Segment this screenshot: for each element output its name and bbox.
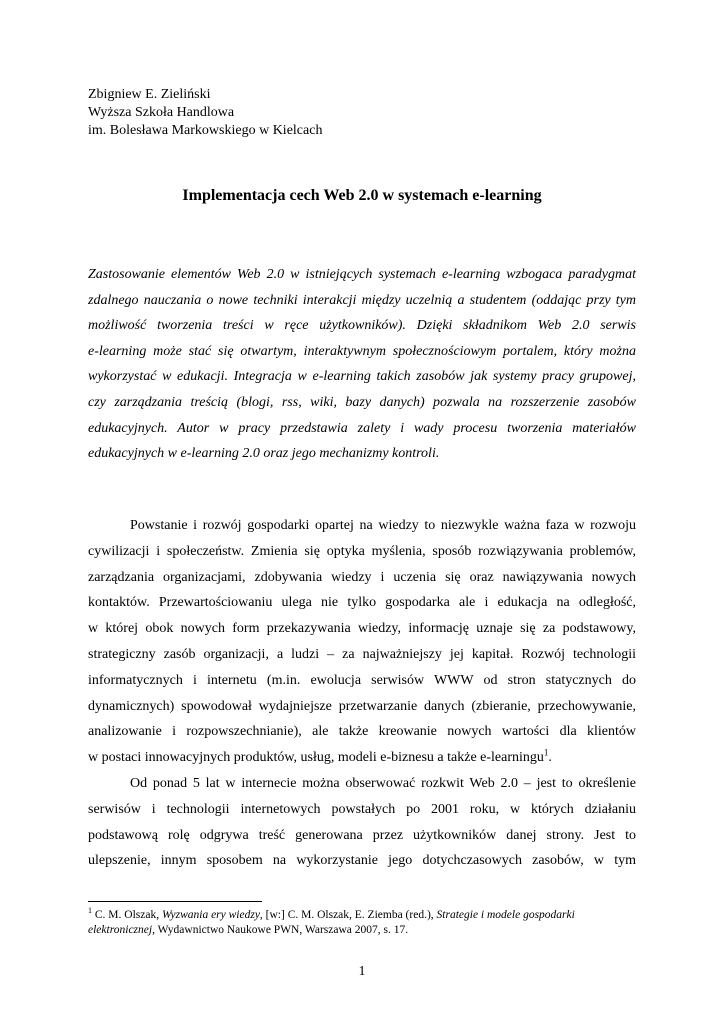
body-line: Powstanie i rozwój gospodarki opartej na wiedzy to niezwykle ważna faza w rozwoju	[130, 518, 636, 533]
author-affiliation-detail: im. Bolesława Markowskiego w Kielcach	[88, 123, 323, 138]
body-line: informatycznych i internetu (m.in. ewolucja serwisów WWW od stron statycznych do	[88, 672, 636, 688]
body-line-text: w postaci innowacyjnych produktów, usług, modeli e-biznesu a także e-learningu	[88, 750, 544, 766]
footnote-line	[88, 908, 636, 923]
footnote	[88, 908, 636, 938]
body-line-end: .	[548, 750, 552, 766]
footnote-mid: , [w:] C. M. Olszak, E. Ziemba (red.),	[259, 909, 437, 921]
author-name: Zbigniew E. Zieliński	[88, 87, 211, 102]
abstract-line: możliwość tworzenia treści w ręce użytkowników). Dzięki składnikom Web 2.0 serwis	[88, 318, 636, 334]
footnote-line	[88, 923, 636, 938]
body-line: podstawową rolę odgrywa treść generowana przez użytkowników danej strony. Jest to	[88, 827, 636, 843]
abstract-line: czy zarządzania treścią (blogi, rss, wiki, bazy danych) pozwala na rozszerzenie zasobów	[88, 394, 636, 410]
body-line: zarządzania organizacjami, zdobywania wiedzy i uczenia się oraz nawiązywania nowych	[88, 569, 636, 585]
footnote-publisher: , Wydawnictwo Naukowe PWN, Warszawa 2007, s. 17.	[152, 924, 409, 936]
body-line: cywilizacji i społeczeństw. Zmienia się optyka myślenia, sposób rozwiązywania problemów,	[88, 543, 636, 559]
footnote-mark: 1	[88, 906, 92, 916]
body-line: serwisów i technologii internetowych powstałych po 2001 roku, w których działaniu	[88, 801, 636, 817]
body-line: kontaktów. Przewartościowaniu ulega nie tylko gospodarka ale i edukacja na odległość,	[88, 595, 636, 611]
body-line: Od ponad 5 lat w internecie można obserwować rozkwit Web 2.0 – jest to określenie	[130, 775, 636, 791]
author-block	[88, 86, 322, 140]
footnote-book-title: Strategie i modele gospodarki	[436, 909, 575, 921]
body-line: dynamicznych) spowodował wydajniejsze przetwarzanie danych (zbieranie, przechowywanie,	[88, 698, 636, 714]
body-line: w której obok nowych form przekazywania wiedzy, informację uznaje się za podstawowy,	[88, 621, 636, 637]
footnote-work-title: Wyzwania ery wiedzy	[161, 909, 260, 921]
body-text	[88, 513, 636, 874]
footnote-author: C. M. Olszak,	[92, 909, 162, 921]
body-line	[88, 745, 636, 771]
body-line: analizowanie i rozpowszechnianie), ale także kreowanie nowych wartości dla klientów	[88, 724, 636, 740]
footnote-book-title-cont: elektronicznej	[88, 924, 153, 936]
footnote-separator	[88, 901, 262, 902]
author-affiliation: Wyższa Szkoła Handlowa	[88, 105, 235, 120]
page-number: 1	[358, 964, 366, 979]
abstract-line: zdalnego nauczania o nowe techniki interakcji między uczelnią a studentem (oddając przy tym	[88, 292, 636, 308]
body-line: strategiczny zasób organizacji, a ludzi – za najważniejszy jej kapitał. Rozwój technologii	[88, 646, 636, 662]
abstract-line: edukacyjnych. Autor w pracy przedstawia zalety i wady procesu tworzenia materiałów	[88, 420, 636, 436]
abstract-line: edukacyjnych w e-learning 2.0 oraz jego mechanizmy kontroli.	[88, 446, 440, 462]
paper-title: Implementacja cech Web 2.0 w systemach e-learning	[182, 187, 542, 204]
abstract-line: wykorzystać w edukacji. Integracja w e-learning takich zasobów jak systemy pracy grupowej,	[88, 369, 636, 385]
abstract-line: Zastosowanie elementów Web 2.0 w istniejących systemach e-learning wzbogaca paradygmat	[88, 267, 636, 282]
abstract-line: e-learning może stać się otwartym, interaktywnym społecznościowym portalem, który można	[88, 343, 636, 359]
footnote-reference[interactable]: 1	[543, 747, 549, 758]
body-line: ulepszenie, innym sposobem na wykorzystanie jego dotychczasowych zasobów, w tym	[88, 853, 636, 869]
abstract	[88, 262, 636, 467]
